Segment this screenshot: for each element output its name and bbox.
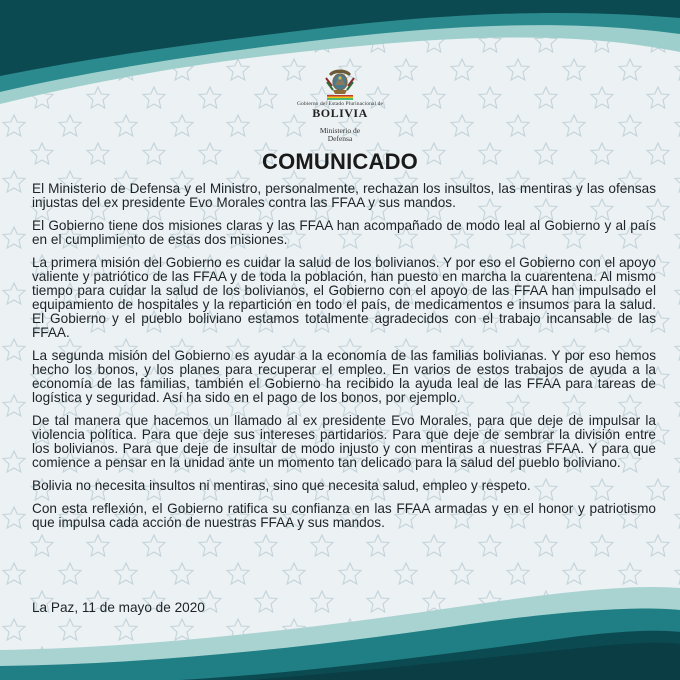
ministry-line-1: Ministerio de: [319, 126, 361, 135]
country-name: BOLIVIA: [312, 106, 368, 120]
paragraph: La primera misión del Gobierno es cuidar la salud de los bolivianos. Y por eso el Gobierno con el apoyo valiente y patriótico de las FFAA y de toda la población, han puesto en marcha la cuarentena. Al mismo tiempo para cuidar la salud de los bolivianos, el Gobierno con el apoyo de las FFAA han impulsado el equipamiento de hospitales y la repartición en todo el país, de medicamentos e insumos para la salud. El Gobierno y el pueblo boliviano estamos totalmente agradecidos con el trabajo incansable de las FFAA.: [32, 255, 656, 340]
paragraph: Con esta reflexión, el Gobierno ratifica su confianza en las FFAA armadas y en el honor y patriotismo que impulsa cada acción de nuestras FFAA y sus mandos.: [32, 501, 656, 530]
header-logo-block: [0, 64, 680, 143]
government-line: Gobierno del Estado Plurinacional de: [296, 101, 384, 107]
paragraph: De tal manera que hacemos un llamado al ex presidente Evo Morales, para que deje de impulsar la violencia política. Para que deje sus intereses partidarios. Para que deje de sembrar la división entre los bolivianos. Para que deje de insultar de modo injusto y con mentiras a nuestras FFAA. Y para que comience a pensar en la unidad ante un momento tan delicado para la salud del pueblo boliviano.: [32, 413, 656, 470]
bolivia-coat-of-arms-icon: [323, 64, 357, 100]
page-title: COMUNICADO: [262, 149, 418, 174]
date-line: La Paz, 11 de mayo de 2020: [32, 600, 205, 615]
paragraph: El Ministerio de Defensa y el Ministro, personalmente, rechazan los insultos, las mentiras y las ofensas injustas del ex presidente Evo Morales contra las FFAA y sus mandos.: [32, 181, 656, 210]
communique-body: [32, 182, 656, 539]
paragraph: La segunda misión del Gobierno es ayudar a la economía de las familias bolivianas. Y por eso hemos hecho los bonos, y los planes para recuperar el empleo. En varios de estos trabajos de ayuda a la economía de las familias, también el Gobierno ha recibido la ayuda leal de las FFAA para tareas de logística y seguridad. Así ha sido en el pago de los bonos, por ejemplo.: [32, 348, 656, 405]
paragraph: Bolivia no necesita insultos ni mentiras, sino que necesita salud, empleo y respeto.: [32, 478, 531, 493]
paragraph: El Gobierno tiene dos misiones claras y las FFAA han acompañado de modo leal al Gobierno y al país en el cumplimiento de estas dos misiones.: [32, 218, 656, 247]
ministry-line-2: Defensa: [327, 134, 353, 143]
